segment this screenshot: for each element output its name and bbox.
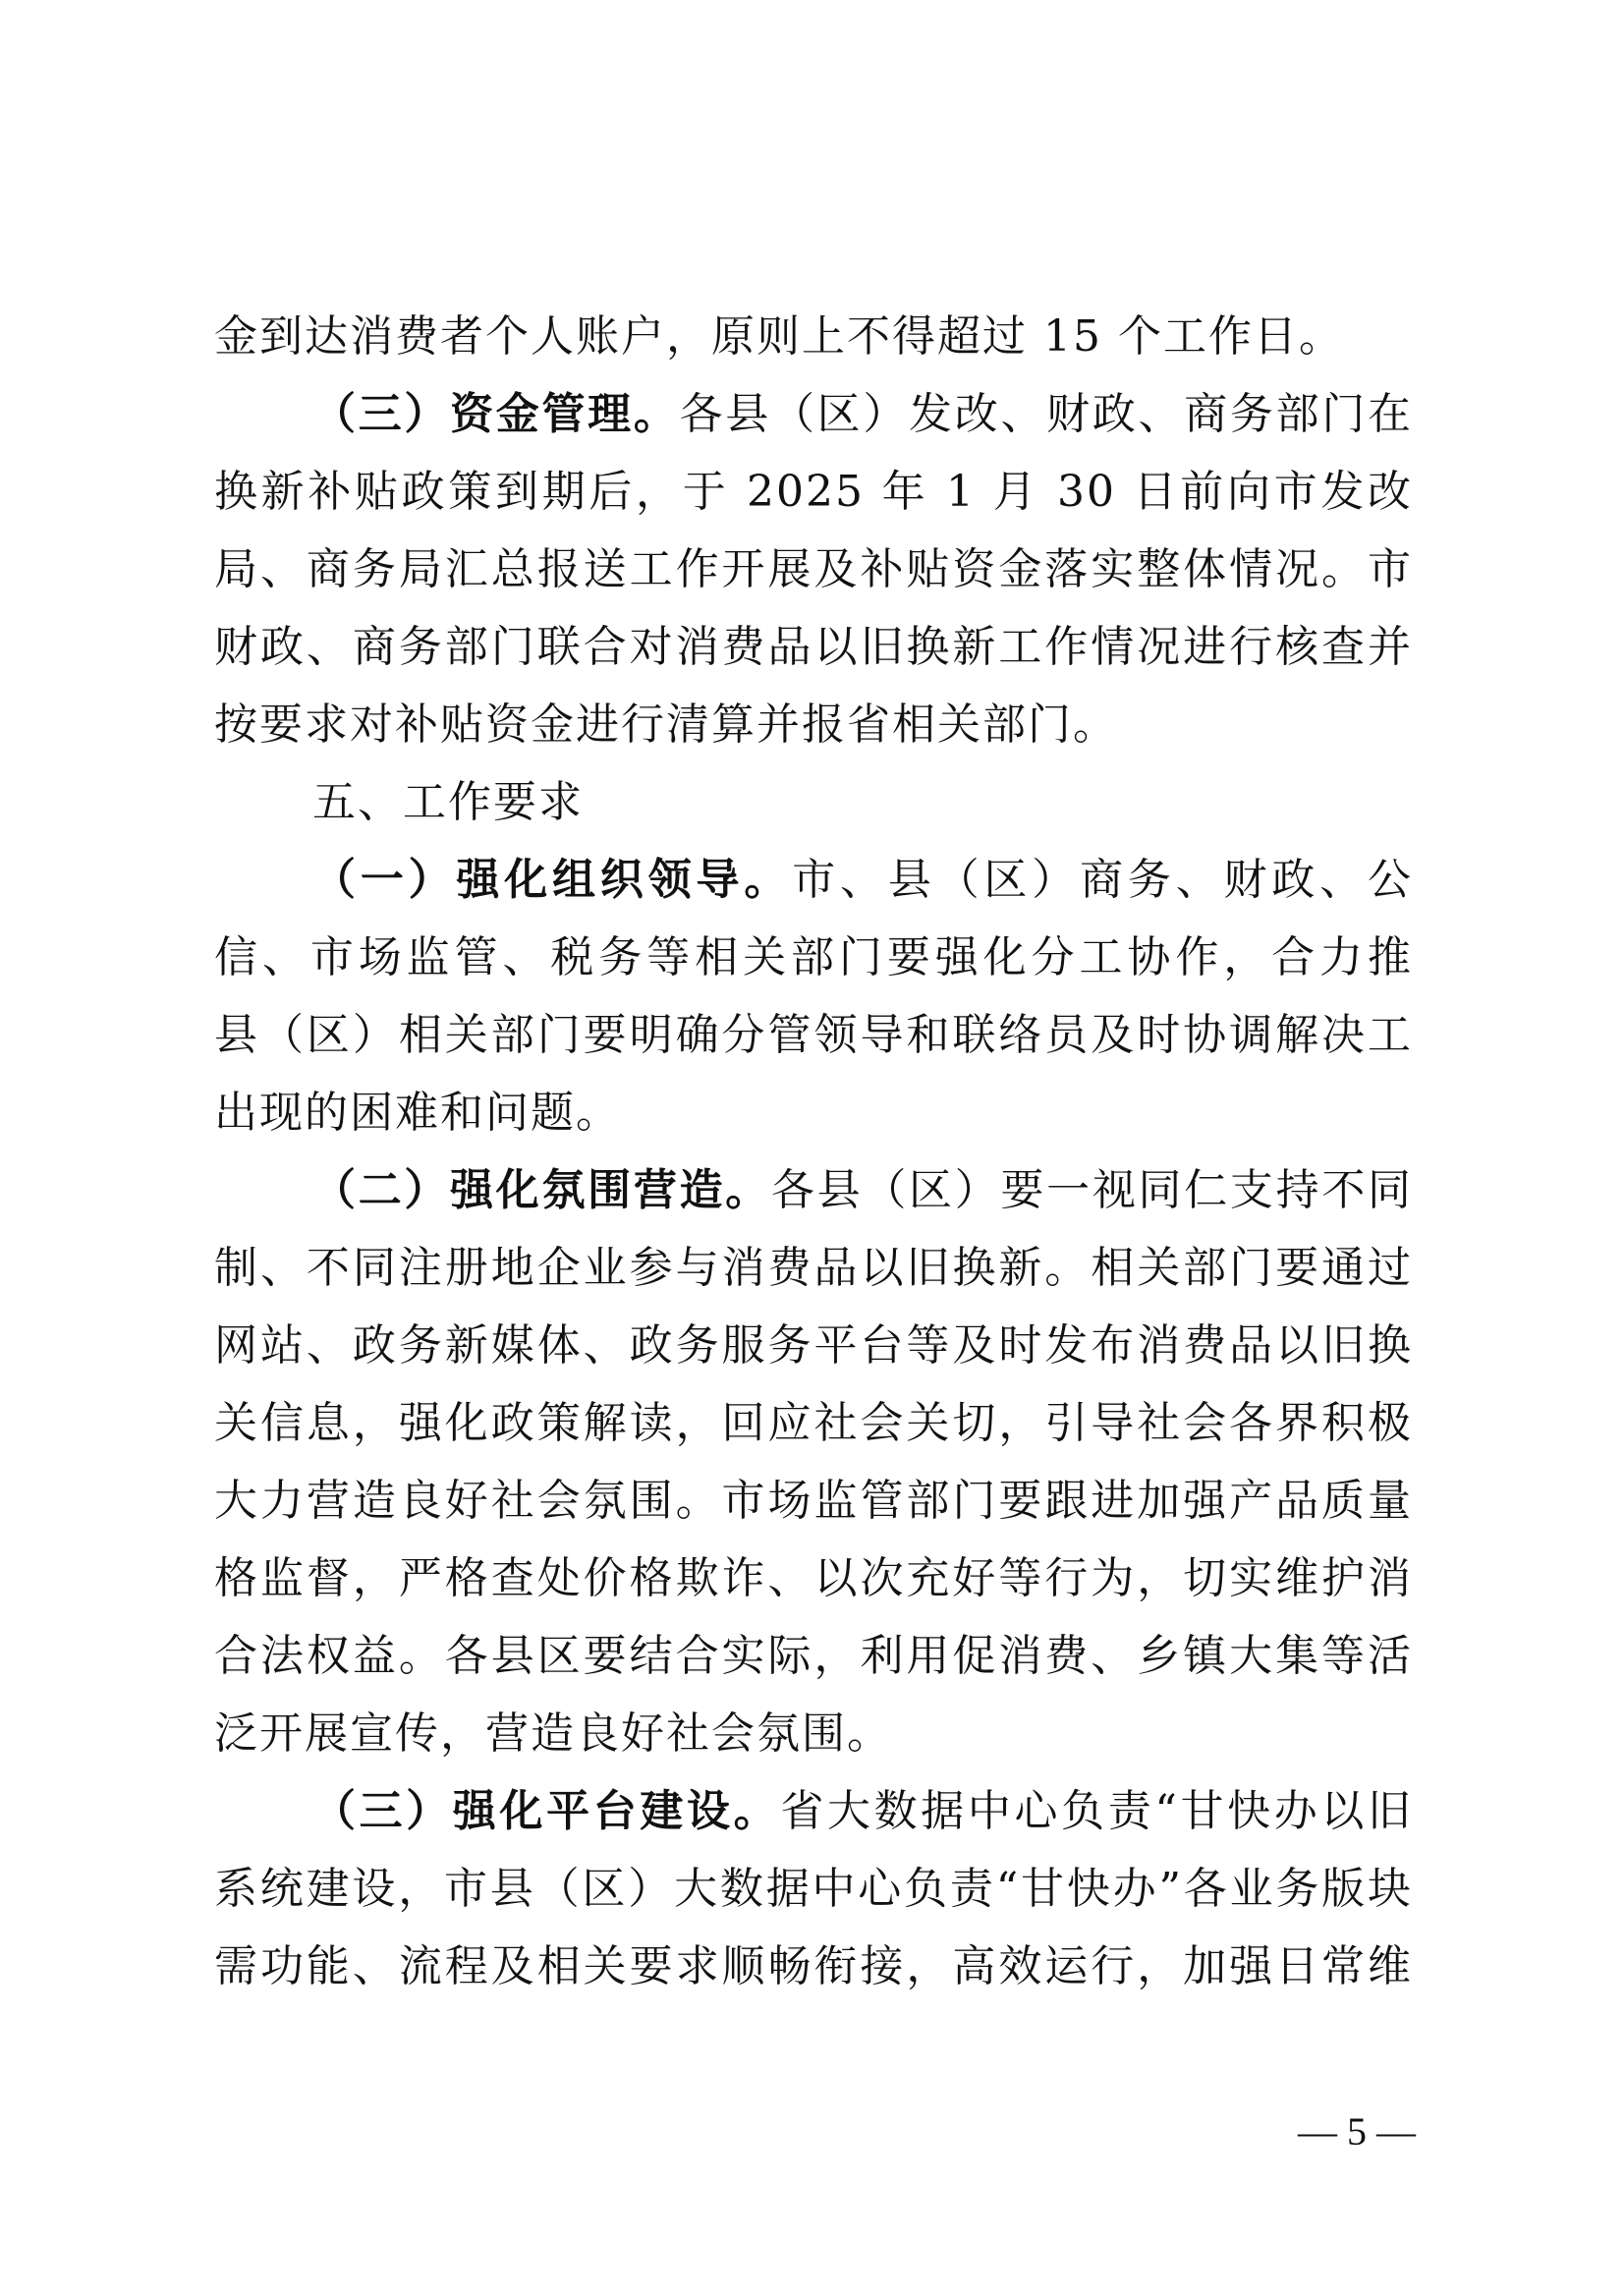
paragraph-line (214, 1316, 1413, 1375)
section-heading-work-requirements: 五、工作要求 (312, 777, 584, 827)
line-text: 泛开展宣传，营造良好社会氛围。 (214, 1708, 892, 1759)
line-text: 省大数据中心负责“甘快办以旧 (780, 1786, 1413, 1836)
line-text: 信、市场监管、税务等相关部门要强化分工协作，合力推 (214, 932, 1413, 982)
line-text: 各县（区）发改、财政、商务部门在 (679, 389, 1413, 439)
line-text: 网站、政务新媒体、政务服务平台等及时发布消费品以旧换 (214, 1320, 1413, 1371)
paragraph-line (214, 308, 1413, 366)
section-heading-line (312, 385, 1413, 444)
line-text: 合法权益。各县区要结合实际，利用促消费、乡镇大集等活 (214, 1631, 1413, 1681)
section-heading-line (312, 1161, 1413, 1220)
line-text: 换新补贴政策到期后，于 2025 年 1 月 30 日前向市发改 (214, 467, 1413, 517)
paragraph-line (214, 1627, 1413, 1686)
paragraph-line (214, 1472, 1413, 1531)
line-text: 出现的困难和问题。 (214, 1088, 621, 1138)
line-text: 关信息，强化政策解读，回应社会关切，引导社会各界积极 (214, 1398, 1413, 1448)
line-text: 局、商务局汇总报送工作开展及补贴资金落实整体情况。市 (214, 544, 1413, 594)
paragraph-line (214, 696, 1413, 755)
line-text: 市、县（区）商务、财政、公 (792, 855, 1413, 905)
paragraph-line (214, 1006, 1413, 1065)
paragraph-line (214, 618, 1413, 677)
paragraph-line (214, 1937, 1413, 1996)
paragraph-line (214, 1239, 1413, 1298)
paragraph-line (214, 1394, 1413, 1453)
line-text: 按要求对补贴资金进行清算并报省相关部门。 (214, 700, 1118, 750)
subsection-heading-organization: （一）强化组织领导。 (312, 855, 793, 905)
subsection-heading-platform: （三）强化平台建设。 (312, 1786, 781, 1836)
section-heading-line (312, 1782, 1413, 1841)
paragraph-line (214, 463, 1413, 522)
line-text: 格监督，严格查处价格欺诈、以次充好等行为，切实维护消 (214, 1553, 1413, 1603)
section-heading (312, 773, 1413, 832)
paragraph-line (214, 1084, 1413, 1143)
paragraph-line (214, 1860, 1413, 1919)
paragraph-line (214, 540, 1413, 599)
line-text: 金到达消费者个人账户，原则上不得超过 15 个工作日。 (214, 311, 1344, 362)
line-text: 系统建设，市县（区）大数据中心负责“甘快办”各业务版块 (214, 1864, 1413, 1914)
subsection-heading-atmosphere: （二）强化氛围营造。 (312, 1165, 771, 1215)
subsection-heading-funds-management: （三）资金管理。 (312, 389, 680, 439)
paragraph-line (214, 1705, 1413, 1764)
paragraph-line (214, 928, 1413, 987)
line-text: 各县（区）要一视同仁支持不同 (770, 1165, 1413, 1215)
line-text: 财政、商务部门联合对消费品以旧换新工作情况进行核查并 (214, 622, 1413, 672)
page-number: — 5 — (1298, 2109, 1416, 2154)
section-heading-line (312, 851, 1413, 910)
line-text: 县（区）相关部门要明确分管领导和联络员及时协调解决工 (214, 1010, 1413, 1060)
paragraph-line (214, 1549, 1413, 1608)
line-text: 制、不同注册地企业参与消费品以旧换新。相关部门要通过 (214, 1243, 1413, 1293)
line-text: 大力营造良好社会氛围。市场监管部门要跟进加强产品质量 (214, 1476, 1413, 1526)
line-text: 需功能、流程及相关要求顺畅衔接，高效运行，加强日常维 (214, 1941, 1413, 1991)
